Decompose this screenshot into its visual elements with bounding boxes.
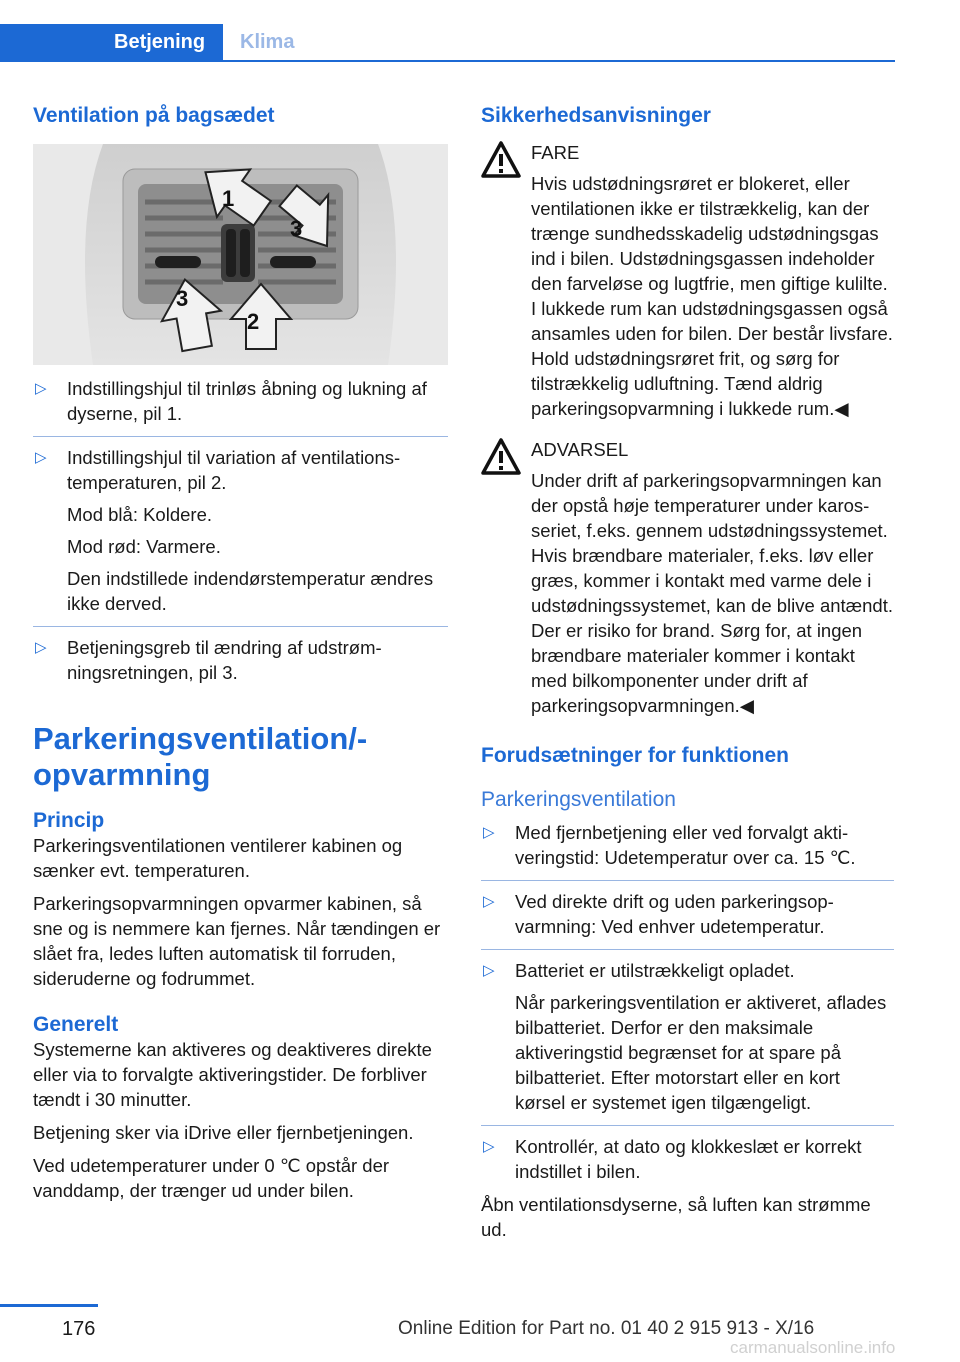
- arrow-label-3-left: 3: [176, 286, 189, 311]
- list-item: [481, 958, 894, 1115]
- list-subtext: Den indstillede indendørstemperatur ændres ikke derved.: [67, 568, 434, 614]
- general-paragraph-3: Ved udetemperaturer under 0 ℃ opstår der vanddamp, der trænger ud under bilen.: [33, 1155, 390, 1201]
- list-subtext: Mod rød: Varmere.: [67, 536, 221, 557]
- warning-triangle-icon: [481, 437, 521, 477]
- triangle-bullet-icon: ▷: [35, 639, 47, 656]
- list-item-text: Med fjernbetjening eller ved forvalgt aktiveringstid: Udetemperatur over ca. 15 ℃.: [515, 822, 856, 868]
- heading-ventilation-rear: Ventilation på bagsædet: [33, 104, 275, 127]
- danger-text: Hvis udstødningsrøret er blokeret, eller ventilationen ikke er tilstrækkelig, kan der trænge sundhedsskadelig udstødningsgas ind i bilen. Udstødningsgassen indeholder den farveløse og lugtfrie, men giftige kulilte. I lukkede rum kan udstødningsgassen også ansamles uden for bilen. Der består livsfare. Hold udstødningsrøret frit, og sørg for tilstrækkelig udluftning. Tænd aldrig parkeringsopvarmning i lukkede rum.◀: [531, 173, 893, 419]
- arrow-label-2: 2: [247, 309, 260, 334]
- divider: [481, 1125, 894, 1126]
- list-subtext: Mod blå: Koldere.: [67, 504, 213, 525]
- section-title: Parkeringsventilation/-opvarmning: [33, 721, 368, 792]
- list-item-text: Betjeningsgreb til ændring af udstrømningsretningen, pil 3.: [67, 637, 382, 683]
- triangle-bullet-icon: ▷: [483, 893, 495, 910]
- list-item: [481, 889, 894, 939]
- divider: [33, 626, 448, 627]
- page-number: 176: [62, 1318, 96, 1340]
- header-rule: [0, 60, 895, 62]
- principle-heading: Princip: [33, 809, 105, 832]
- triangle-bullet-icon: ▷: [483, 824, 495, 841]
- danger-label: FARE: [531, 142, 580, 163]
- arrow-label-1: 1: [222, 186, 235, 211]
- triangle-bullet-icon: ▷: [35, 380, 47, 397]
- triangle-bullet-icon: ▷: [483, 962, 495, 979]
- danger-notice: [481, 140, 894, 421]
- list-item-text: Indstillingshjul til trinløs åbning og lukning af dyserne, pil 1.: [67, 378, 427, 424]
- rear-vent-figure: [33, 144, 448, 365]
- list-item: [33, 445, 448, 616]
- prereq-heading: Forudsætninger for funktionen: [481, 744, 789, 767]
- list-item: [33, 376, 448, 426]
- rear-vent-illustration: [33, 144, 448, 365]
- tab-betjening[interactable]: Betjening: [0, 24, 223, 62]
- triangle-bullet-icon: ▷: [35, 449, 47, 466]
- left-column-list: [33, 376, 448, 685]
- divider: [33, 436, 448, 437]
- page-number-bar: [0, 1304, 98, 1307]
- edition-footer: Online Edition for Part no. 01 40 2 915 913 - X/16: [398, 1318, 815, 1339]
- general-paragraph-1: Systemerne kan aktiveres og deaktiveres direkte eller via to forvalgte aktiveringstider. De forbliver tændt i 30 minutter.: [33, 1039, 432, 1110]
- divider: [481, 880, 894, 881]
- warning-notice: [481, 437, 894, 718]
- list-item-text: Kontrollér, at dato og klokkeslæt er korrekt indstillet i bilen.: [515, 1136, 862, 1182]
- right-column: [481, 104, 894, 1242]
- principle-paragraph-1: Parkeringsventilationen ventilerer kabinen og sænker evt. temperaturen.: [33, 835, 403, 881]
- tab-klima[interactable]: Klima: [240, 31, 295, 53]
- warning-label: ADVARSEL: [531, 439, 629, 460]
- safety-heading: Sikkerhedsanvisninger: [481, 104, 711, 127]
- general-heading: Generelt: [33, 1013, 119, 1036]
- warning-text: Under drift af parkeringsopvarmningen kan der opstå høje temperaturer under karosseriet, f.eks. gennem udstødningssystemet. Hvis brændbare materialer, f.eks. løv eller græs, kommer i kontakt med varme dele i udstødningssystemet, kan de blive antændt. Der er risiko for brand. Sørg for, at ingen brændbare materialer kommer i kontakt med bilkomponenter under drift af parkeringsopvarmningen.◀: [531, 470, 893, 716]
- principle-paragraph-2: Parkeringsopvarmningen opvarmer kabinen, så sne og is nemmere kan fjernes. Når tændingen er slået fra, ledes luften automatisk til forruden, sideruderne og fodrummet.: [33, 893, 441, 989]
- list-item-text: Batteriet er utilstrækkeligt opladet.: [515, 960, 795, 981]
- list-item-text: Indstillingshjul til variation af ventilationstemperaturen, pil 2.: [67, 447, 401, 493]
- divider: [481, 949, 894, 950]
- closing-paragraph: Åbn ventilationsdyserne, så luften kan strømme ud.: [481, 1194, 871, 1240]
- principle-section: [33, 809, 448, 1203]
- vent-control-list: [33, 376, 448, 685]
- prereq-list: [481, 820, 894, 1184]
- warning-triangle-icon: [481, 140, 521, 180]
- list-item: [481, 1134, 894, 1184]
- arrow-label-3-right: 3: [290, 216, 303, 241]
- list-item: [33, 635, 448, 685]
- triangle-bullet-icon: ▷: [483, 1138, 495, 1155]
- list-item: [481, 820, 894, 870]
- watermark: carmanualsonline.info: [730, 1338, 896, 1357]
- list-item-text: Ved direkte drift og uden parkeringsopvarmning: Ved enhver udetemperatur.: [515, 891, 834, 937]
- general-paragraph-2: Betjening sker via iDrive eller fjernbetjeningen.: [33, 1122, 414, 1143]
- list-subtext: Når parkeringsventilation er aktiveret, aflades bilbatteriet. Derfor er den maksimale aktiveringstid begrænset for at spare på bilbatteriet. Efter motorstart eller en kort kørsel er systemet igen tilgængeligt.: [515, 992, 887, 1113]
- parking-vent-heading: Parkeringsventilation: [481, 788, 676, 811]
